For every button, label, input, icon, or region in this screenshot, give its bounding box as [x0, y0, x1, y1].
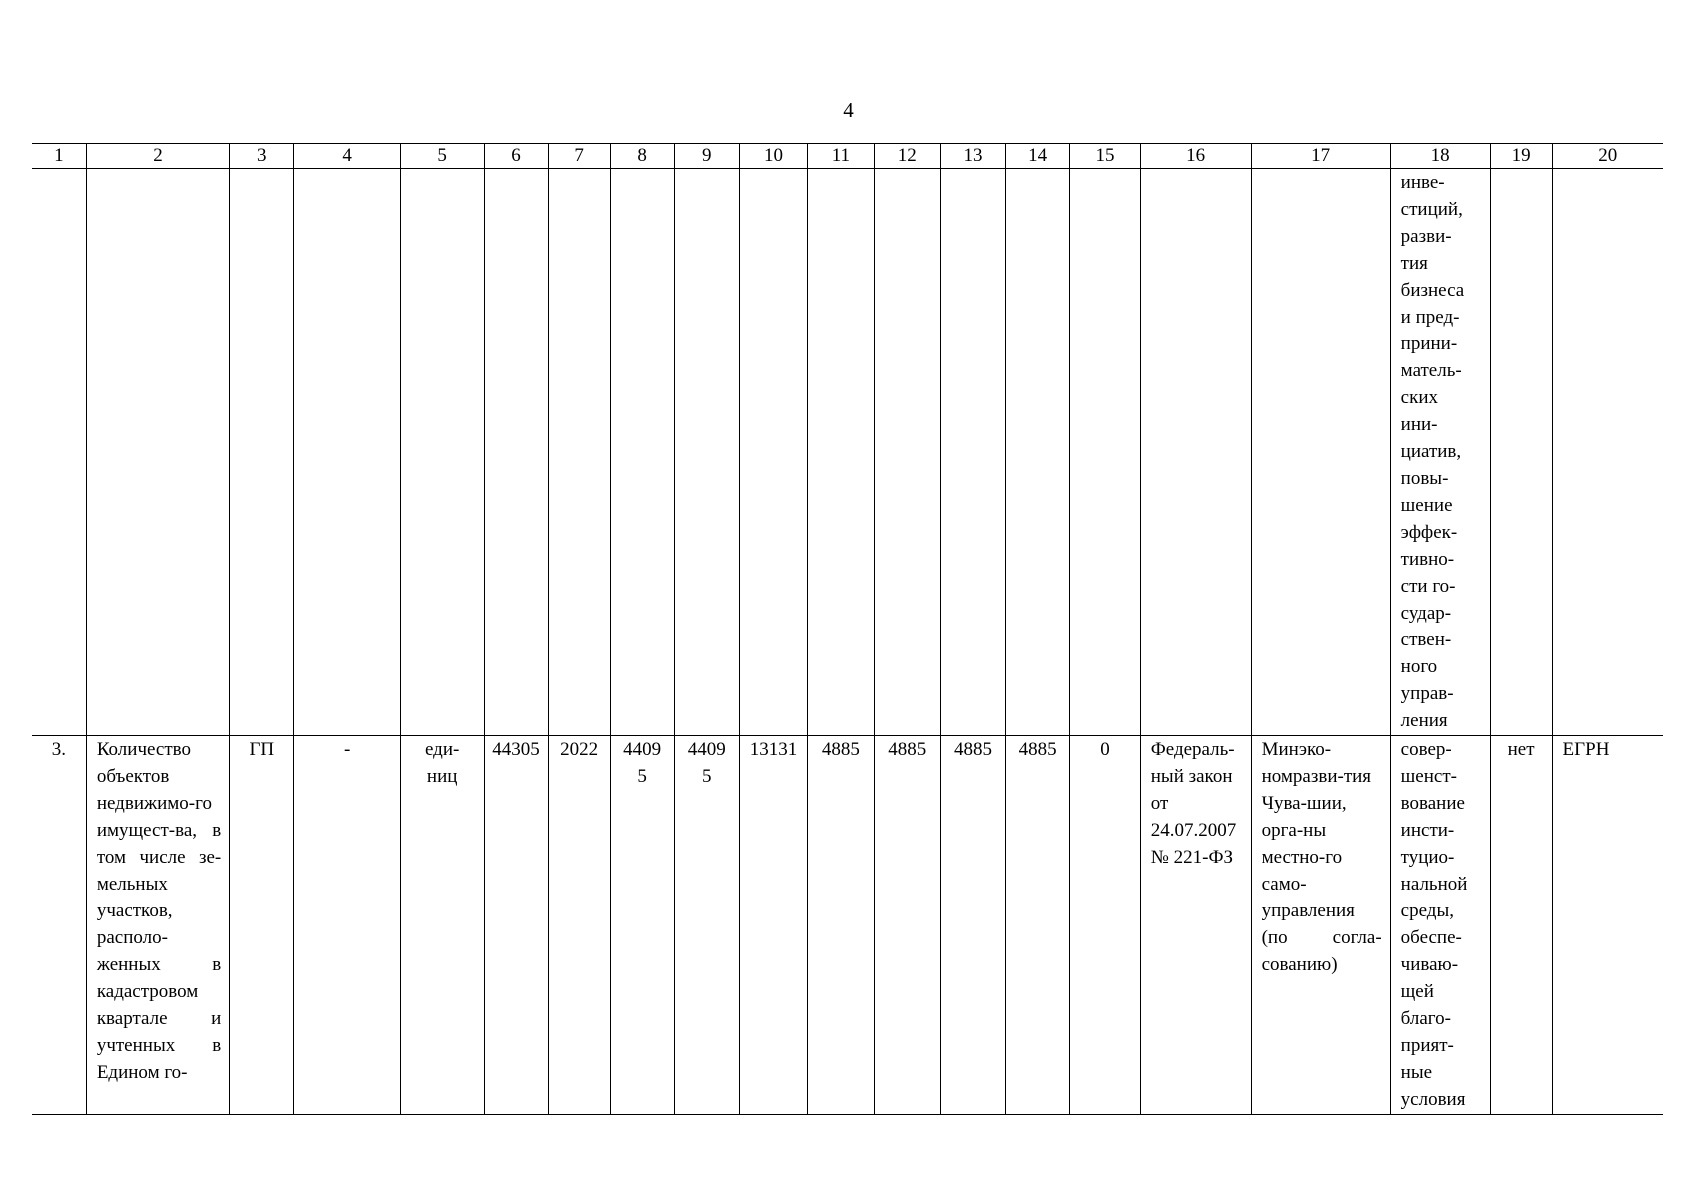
col10-value: 13131: [749, 739, 798, 761]
col12-value: 4885: [888, 739, 927, 761]
table-cell: [32, 169, 86, 736]
table-cell: [1070, 169, 1141, 736]
table-cell: [548, 169, 610, 736]
column-number: 11: [808, 144, 874, 169]
indicator-name: Количество объектов недвижимо-го имущест-ва, в том числе зе-мельных участков, располо-женных в кадастровом квартале и учтенных в Едином го-: [96, 739, 222, 1083]
column-number: 16: [1140, 144, 1251, 169]
unit: еди- ниц: [424, 739, 460, 787]
col6-value: 44305: [492, 739, 540, 761]
col11-value: 4885: [821, 739, 860, 761]
column-number: 3: [230, 144, 294, 169]
column-number: 6: [484, 144, 548, 169]
column-number: 12: [874, 144, 940, 169]
table-cell: [610, 169, 674, 736]
col14-value: 4885: [1018, 739, 1057, 761]
table-cell: [874, 169, 940, 736]
column-number: 14: [1006, 144, 1070, 169]
goal-text: совер- шенст- вование инсти- туцио- нальной среды, обеспе- чиваю- щей благо- прият- ные условия: [1400, 739, 1468, 1110]
col9-value: 4409 5: [687, 739, 726, 787]
column-number: 19: [1490, 144, 1552, 169]
table-cell: [86, 169, 229, 736]
page-number: 4: [843, 98, 854, 122]
table-cell: [940, 169, 1005, 736]
goal-continuation-text: инве- стиций, разви- тия бизнеса и пред- прини- матель- ских ини- циатив, повы- шение эффек- тивно- сти го- судар- ствен- ного управ- ления: [1400, 172, 1465, 732]
col13-value: 4885: [953, 739, 992, 761]
column-number-row: [32, 144, 1663, 169]
column-number: 2: [86, 144, 229, 169]
col15-value: 0: [1100, 739, 1110, 761]
column-number: 15: [1070, 144, 1141, 169]
table-cell: [674, 169, 739, 736]
indicator-table: [32, 143, 1663, 1115]
table-cell: [294, 169, 400, 736]
row-number: 3.: [51, 739, 67, 761]
col7-value: 2022: [560, 739, 599, 761]
table-cell: [1552, 169, 1663, 736]
col4-value: -: [343, 739, 351, 761]
table-cell: [1490, 169, 1552, 736]
column-number: 9: [674, 144, 739, 169]
table-cell: [1390, 169, 1490, 736]
column-number: 10: [739, 144, 807, 169]
column-number: 13: [940, 144, 1005, 169]
column-number: 17: [1251, 144, 1390, 169]
column-number: 4: [294, 144, 400, 169]
continuation-row: [32, 169, 1663, 736]
table-cell: [484, 169, 548, 736]
column-number: 7: [548, 144, 610, 169]
col8-value: 4409 5: [623, 739, 662, 787]
table-row: [32, 736, 1663, 1115]
table-cell: [230, 169, 294, 736]
responsible-body: Минэко-номразви-тия Чува-шии, орга-ны местно-го само-управления (по согла-сованию): [1261, 739, 1382, 976]
table-cell: [400, 169, 484, 736]
column-number: 20: [1552, 144, 1663, 169]
table-cell: [1006, 169, 1070, 736]
table-cell: [1140, 169, 1251, 736]
column-number: 8: [610, 144, 674, 169]
table-cell: [739, 169, 807, 736]
indicator-type: ГП: [249, 739, 275, 761]
column-number: 5: [400, 144, 484, 169]
legal-basis: Федераль-ный закон от 24.07.2007 № 221-ФЗ: [1150, 739, 1237, 868]
table-cell: [1251, 169, 1390, 736]
data-source: ЕГРН: [1562, 739, 1610, 761]
col19-value: нет: [1507, 739, 1535, 761]
column-number: 1: [32, 144, 86, 169]
column-number: 18: [1390, 144, 1490, 169]
table-cell: [808, 169, 874, 736]
